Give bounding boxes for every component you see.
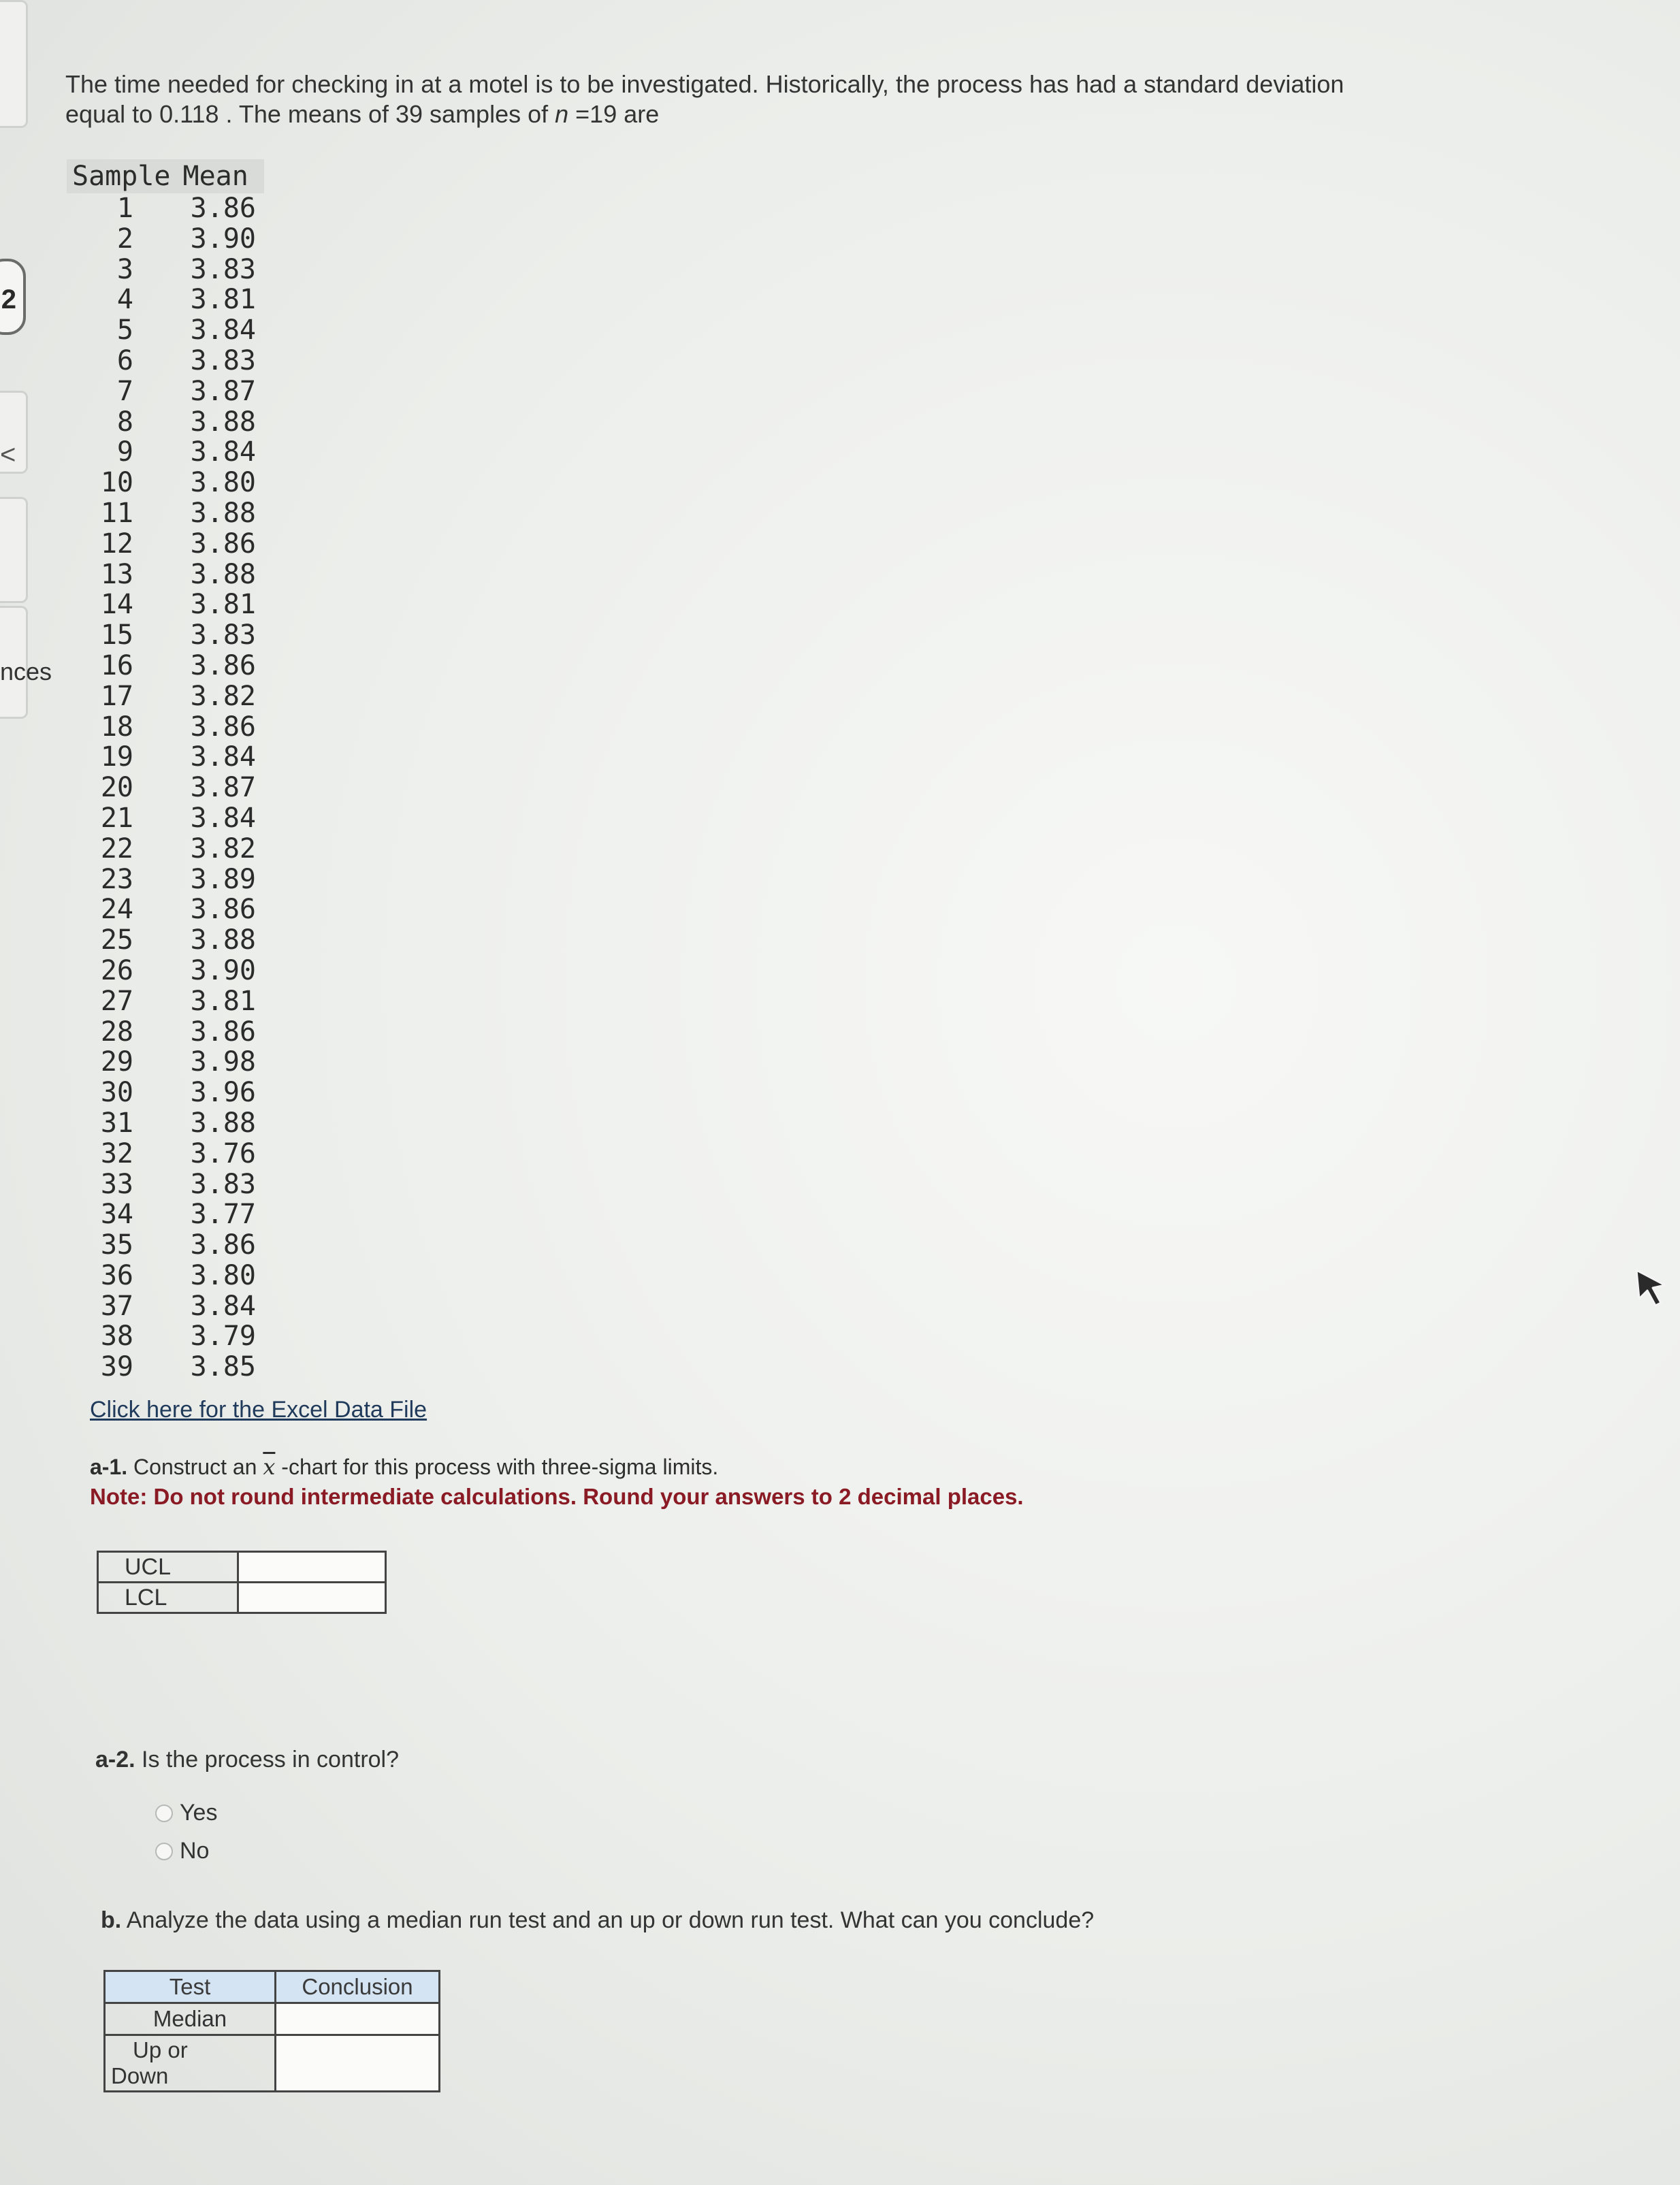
table-row bbox=[67, 498, 271, 529]
sample-number: 3 bbox=[116, 253, 133, 285]
table-row bbox=[67, 1321, 271, 1352]
sample-mean: 3.84 bbox=[190, 741, 256, 773]
sample-mean: 3.88 bbox=[190, 1107, 256, 1139]
sample-mean: 3.86 bbox=[190, 649, 256, 681]
sample-mean: 3.77 bbox=[190, 1199, 256, 1231]
sidebar-edge bbox=[0, 0, 27, 715]
sample-number: 14 bbox=[100, 589, 133, 621]
n-variable: n bbox=[555, 100, 569, 128]
sample-number: 10 bbox=[100, 467, 133, 499]
table-row bbox=[67, 1352, 271, 1382]
table-row bbox=[67, 620, 271, 651]
sample-mean: 3.84 bbox=[190, 802, 256, 834]
column-header-mean: Mean bbox=[182, 161, 248, 192]
table-header-row bbox=[105, 1971, 440, 2003]
table-row bbox=[67, 681, 271, 712]
radio-button[interactable] bbox=[155, 1804, 173, 1822]
table-header bbox=[67, 159, 264, 193]
sample-mean: 3.88 bbox=[190, 924, 256, 956]
table-row bbox=[67, 1047, 271, 1078]
sample-mean: 3.84 bbox=[190, 436, 256, 468]
sample-number: 32 bbox=[100, 1137, 133, 1169]
part-b-label: b. bbox=[101, 1907, 122, 1933]
test-median-label: Median bbox=[105, 2003, 276, 2035]
question-line-1: The time needed for checking in at a motel is to be investigated. Historically, the process has had a standard deviation bbox=[65, 70, 1344, 98]
sidebar-item-box[interactable] bbox=[0, 497, 28, 603]
sample-mean: 3.88 bbox=[190, 497, 256, 529]
lcl-input[interactable] bbox=[238, 1583, 386, 1613]
sample-mean: 3.83 bbox=[190, 253, 256, 285]
table-body bbox=[67, 193, 271, 1382]
table-row bbox=[67, 407, 271, 438]
table-row bbox=[67, 193, 271, 224]
median-conclusion-dropdown[interactable] bbox=[276, 2003, 440, 2035]
sample-mean: 3.86 bbox=[190, 711, 256, 743]
sidebar-item-box[interactable] bbox=[0, 0, 28, 128]
column-header-sample: Sample bbox=[72, 161, 171, 192]
sample-number: 8 bbox=[116, 406, 133, 438]
sample-number: 25 bbox=[100, 924, 133, 956]
sample-mean: 3.82 bbox=[190, 832, 256, 864]
table-row bbox=[105, 2035, 440, 2092]
radio-label-no: No bbox=[180, 1838, 210, 1864]
sample-mean: 3.88 bbox=[190, 406, 256, 438]
table-row bbox=[67, 712, 271, 743]
table-row bbox=[67, 589, 271, 620]
part-a1-label: a-1. bbox=[90, 1455, 128, 1479]
table-row bbox=[67, 437, 271, 468]
table-row bbox=[67, 1169, 271, 1200]
sample-number: 38 bbox=[100, 1321, 133, 1353]
column-header-conclusion: Conclusion bbox=[276, 1971, 440, 2003]
sample-mean: 3.86 bbox=[190, 894, 256, 926]
table-row bbox=[67, 1017, 271, 1048]
sample-mean: 3.87 bbox=[190, 772, 256, 804]
sample-means-table bbox=[67, 159, 271, 1382]
sample-number: 24 bbox=[100, 894, 133, 926]
sample-mean: 3.84 bbox=[190, 314, 256, 346]
question-number-badge[interactable]: 2 bbox=[0, 259, 26, 335]
sample-number: 35 bbox=[100, 1229, 133, 1261]
table-row bbox=[67, 560, 271, 590]
table-row bbox=[67, 773, 271, 803]
table-row bbox=[67, 255, 271, 285]
sample-mean: 3.98 bbox=[190, 1046, 256, 1078]
table-row bbox=[67, 894, 271, 925]
table-row bbox=[67, 285, 271, 315]
sample-number: 33 bbox=[100, 1168, 133, 1200]
x-bar-symbol: $\overline{x}$ bbox=[263, 1454, 276, 1480]
sample-number: 4 bbox=[116, 284, 133, 316]
part-a1-prompt: a-1. Construct an $\overline{x}$ -chart for this process with three-sigma limits. bbox=[90, 1454, 719, 1480]
table-row bbox=[67, 1199, 271, 1230]
sample-number: 5 bbox=[116, 314, 133, 346]
column-header-test: Test bbox=[105, 1971, 276, 2003]
sample-number: 17 bbox=[100, 680, 133, 712]
sample-mean: 3.85 bbox=[190, 1351, 256, 1383]
test-up-or-down-label: Up or Down bbox=[105, 2035, 276, 2092]
sample-mean: 3.79 bbox=[190, 1321, 256, 1353]
table-row bbox=[67, 986, 271, 1017]
sample-number: 1 bbox=[116, 193, 133, 224]
sample-number: 12 bbox=[100, 528, 133, 560]
sample-mean: 3.81 bbox=[190, 284, 256, 316]
sample-mean: 3.80 bbox=[190, 1259, 256, 1291]
part-b-prompt: b. Analyze the data using a median run test and an up or down run test. What can you conclude? bbox=[101, 1907, 1095, 1933]
radio-option-yes[interactable] bbox=[155, 1800, 217, 1826]
table-row bbox=[67, 1291, 271, 1322]
sample-number: 31 bbox=[100, 1107, 133, 1139]
chevron-left-icon[interactable]: < bbox=[0, 440, 16, 470]
sample-number: 29 bbox=[100, 1046, 133, 1078]
table-row bbox=[67, 651, 271, 681]
sample-number: 6 bbox=[116, 344, 133, 376]
ucl-input[interactable] bbox=[238, 1552, 386, 1583]
ucl-label: UCL bbox=[98, 1552, 238, 1583]
sample-mean: 3.82 bbox=[190, 680, 256, 712]
table-row bbox=[98, 1583, 386, 1613]
sample-mean: 3.84 bbox=[190, 1290, 256, 1322]
sample-number: 22 bbox=[100, 832, 133, 864]
table-row bbox=[67, 224, 271, 255]
table-row bbox=[98, 1552, 386, 1583]
table-row bbox=[67, 1108, 271, 1139]
table-row bbox=[67, 376, 271, 407]
table-row bbox=[67, 834, 271, 864]
rounding-note: Note: Do not round intermediate calculations. Round your answers to 2 decimal places. bbox=[90, 1484, 1024, 1509]
sample-mean: 3.83 bbox=[190, 619, 256, 651]
sample-number: 20 bbox=[100, 772, 133, 804]
sample-number: 34 bbox=[100, 1199, 133, 1231]
part-a2-prompt: a-2. Is the process in control? bbox=[95, 1747, 400, 1773]
sample-mean: 3.83 bbox=[190, 344, 256, 376]
table-row bbox=[67, 1261, 271, 1291]
sample-number: 15 bbox=[100, 619, 133, 651]
question-text bbox=[65, 69, 1529, 129]
table-row bbox=[67, 346, 271, 376]
sidebar-references-label[interactable]: nces bbox=[0, 658, 52, 685]
table-row bbox=[67, 1078, 271, 1108]
table-row bbox=[67, 864, 271, 895]
mouse-pointer-icon bbox=[1631, 1267, 1669, 1308]
sample-number: 39 bbox=[100, 1351, 133, 1383]
lcl-label: LCL bbox=[98, 1583, 238, 1613]
part-a2-label: a-2. bbox=[95, 1747, 135, 1773]
table-row bbox=[67, 468, 271, 498]
sample-mean: 3.90 bbox=[190, 223, 256, 255]
table-row bbox=[105, 2003, 440, 2035]
table-row bbox=[67, 925, 271, 956]
sample-number: 13 bbox=[100, 558, 133, 590]
sample-number: 36 bbox=[100, 1259, 133, 1291]
table-row bbox=[67, 1230, 271, 1261]
sample-number: 7 bbox=[116, 375, 133, 407]
sample-number: 21 bbox=[100, 802, 133, 834]
excel-data-file-link[interactable]: Click here for the Excel Data File bbox=[90, 1397, 427, 1423]
sample-mean: 3.88 bbox=[190, 558, 256, 590]
sample-mean: 3.86 bbox=[190, 528, 256, 560]
sample-number: 9 bbox=[116, 436, 133, 468]
sample-mean: 3.96 bbox=[190, 1077, 256, 1109]
sample-number: 30 bbox=[100, 1077, 133, 1109]
table-row bbox=[67, 529, 271, 560]
sample-number: 37 bbox=[100, 1290, 133, 1322]
sample-number: 23 bbox=[100, 863, 133, 895]
sample-mean: 3.86 bbox=[190, 193, 256, 224]
sample-mean: 3.90 bbox=[190, 954, 256, 986]
sample-number: 18 bbox=[100, 711, 133, 743]
sample-number: 2 bbox=[116, 223, 133, 255]
sample-number: 27 bbox=[100, 985, 133, 1017]
table-row bbox=[67, 315, 271, 346]
radio-label-yes: Yes bbox=[180, 1800, 218, 1826]
sample-number: 16 bbox=[100, 649, 133, 681]
radio-button[interactable] bbox=[155, 1843, 173, 1860]
sample-number: 28 bbox=[100, 1016, 133, 1048]
question-line-2: equal to 0.118 . The means of 39 samples of n =19 are bbox=[65, 100, 660, 128]
sample-number: 19 bbox=[100, 741, 133, 773]
sample-mean: 3.89 bbox=[190, 863, 256, 895]
table-row bbox=[67, 1139, 271, 1169]
sample-mean: 3.86 bbox=[190, 1229, 256, 1261]
sample-mean: 3.87 bbox=[190, 375, 256, 407]
sample-mean: 3.86 bbox=[190, 1016, 256, 1048]
sample-mean: 3.83 bbox=[190, 1168, 256, 1200]
radio-option-no[interactable] bbox=[155, 1838, 209, 1864]
control-limits-table bbox=[97, 1551, 387, 1614]
sample-mean: 3.80 bbox=[190, 467, 256, 499]
table-row bbox=[67, 742, 271, 773]
sample-mean: 3.81 bbox=[190, 985, 256, 1017]
table-row bbox=[67, 956, 271, 986]
sample-number: 26 bbox=[100, 954, 133, 986]
up-down-conclusion-dropdown[interactable] bbox=[276, 2035, 440, 2092]
sample-number: 11 bbox=[100, 497, 133, 529]
run-tests-table bbox=[103, 1970, 440, 2092]
sample-mean: 3.76 bbox=[190, 1137, 256, 1169]
sample-mean: 3.81 bbox=[190, 589, 256, 621]
table-row bbox=[67, 803, 271, 834]
